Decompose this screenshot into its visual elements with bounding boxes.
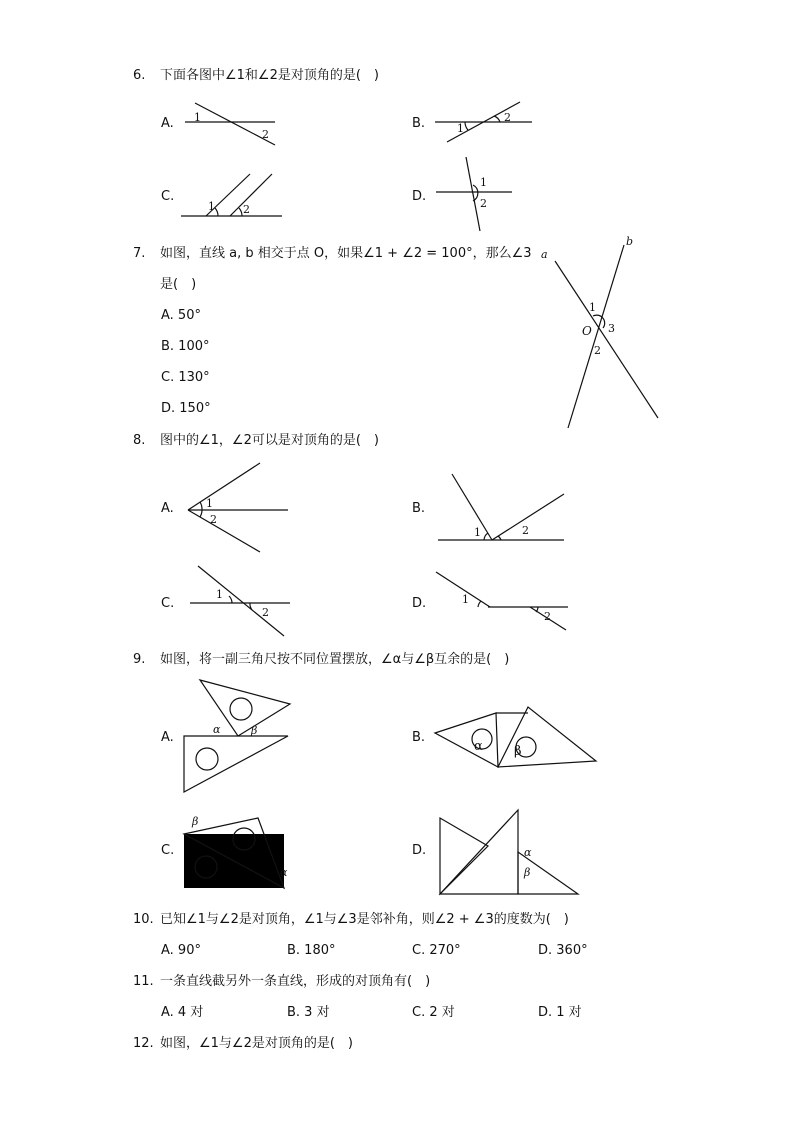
q6c-angle-1-label: 1 — [208, 200, 215, 213]
q10-choice-a: A. 90° — [161, 943, 201, 958]
q8c-angle-2-label: 2 — [262, 606, 269, 619]
q6-figure-b — [432, 100, 537, 148]
q7-line-b-label: b — [626, 235, 634, 248]
q9c-beta-label: β — [192, 815, 199, 828]
q8c-angle-1-label: 1 — [216, 588, 223, 601]
q11-choice-d: D. 1 对 — [538, 1005, 582, 1020]
q9-option-a-label: A. — [161, 730, 174, 745]
q7-point-o-label: O — [582, 324, 592, 338]
q7-stem-line1: 如图，直线 a, b 相交于点 O，如果∠1 + ∠2 = 100°，那么∠3 — [160, 246, 532, 261]
q6-option-a-label: A. — [161, 116, 174, 131]
q7-number: 7. — [133, 246, 146, 261]
q7-angle-2-label: 2 — [594, 344, 601, 357]
q6b-angle-2-label: 2 — [504, 111, 511, 124]
q10-stem: 已知∠1与∠2是对顶角，∠1与∠3是邻补角，则∠2 + ∠3的度数为( ) — [160, 912, 569, 927]
q9a-beta-label: β — [251, 724, 258, 737]
q6-figure-c — [178, 172, 288, 220]
q6-number: 6. — [133, 68, 146, 83]
q6-stem: 下面各图中∠1和∠2是对顶角的是( ) — [160, 68, 379, 83]
q7-choice-d: D. 150° — [161, 401, 211, 416]
q6a-angle-2-label: 2 — [262, 128, 269, 141]
q8-option-b-label: B. — [412, 501, 426, 516]
q8-figure-b — [436, 470, 568, 546]
q10-choice-d: D. 360° — [538, 943, 588, 958]
q8-figure-a — [182, 460, 292, 556]
q9-stem: 如图，将一副三角尺按不同位置摆放，∠α与∠β互余的是( ) — [160, 652, 510, 667]
q6d-angle-1-label: 1 — [480, 176, 487, 189]
q10-choice-c: C. 270° — [412, 943, 461, 958]
q8d-angle-2-label: 2 — [544, 610, 551, 623]
q8-figure-d — [432, 566, 572, 636]
q6a-angle-1-label: 1 — [194, 111, 201, 124]
q9-number: 9. — [133, 652, 146, 667]
q8a-angle-1-label: 1 — [206, 497, 213, 510]
q7-angle-1-label: 1 — [589, 301, 596, 314]
q11-stem: 一条直线截另外一条直线，形成的对顶角有( ) — [160, 974, 431, 989]
q7-stem-line2: 是( ) — [160, 277, 197, 292]
q6d-angle-2-label: 2 — [480, 197, 487, 210]
q7-choice-a: A. 50° — [161, 308, 201, 323]
q11-choice-c: C. 2 对 — [412, 1005, 455, 1020]
q6-figure-d — [432, 155, 522, 235]
q11-choice-b: B. 3 对 — [287, 1005, 330, 1020]
q8-option-d-label: D. — [412, 596, 427, 611]
q9b-beta-label: β — [514, 744, 522, 759]
q7-angle-3-label: 3 — [608, 322, 615, 335]
q9-figure-d — [436, 806, 584, 898]
q9-option-d-label: D. — [412, 843, 427, 858]
q8-number: 8. — [133, 433, 146, 448]
q7-choice-b: B. 100° — [161, 339, 210, 354]
q8d-angle-1-label: 1 — [462, 593, 469, 606]
q9-option-b-label: B. — [412, 730, 426, 745]
q8-stem: 图中的∠1，∠2可以是对顶角的是( ) — [160, 433, 379, 448]
q6-option-c-label: C. — [161, 189, 175, 204]
q11-choice-a: A. 4 对 — [161, 1005, 204, 1020]
q11-number: 11. — [133, 974, 154, 989]
q8-option-a-label: A. — [161, 501, 174, 516]
q9a-alpha-label: α — [213, 723, 221, 736]
q6-option-b-label: B. — [412, 116, 426, 131]
q6-figure-a — [180, 100, 280, 148]
q9-figure-a — [180, 676, 292, 798]
q8b-angle-1-label: 1 — [474, 526, 481, 539]
q10-number: 10. — [133, 912, 154, 927]
q7-choice-c: C. 130° — [161, 370, 210, 385]
q9c-alpha-label: α — [280, 866, 288, 879]
q8a-angle-2-label: 2 — [210, 513, 217, 526]
q10-choice-b: B. 180° — [287, 943, 336, 958]
q7-line-a-label: a — [541, 248, 548, 261]
q8b-angle-2-label: 2 — [522, 524, 529, 537]
q9d-alpha-label: α — [524, 846, 532, 859]
q6b-angle-1-label: 1 — [457, 122, 464, 135]
q6-option-d-label: D. — [412, 189, 427, 204]
q9-figure-b — [432, 703, 602, 771]
q8-option-c-label: C. — [161, 596, 175, 611]
q8-figure-c — [186, 562, 294, 640]
q9-figure-c — [180, 810, 292, 892]
q6c-angle-2-label: 2 — [243, 203, 250, 216]
q9b-alpha-label: α — [474, 739, 483, 754]
q12-stem: 如图，∠1与∠2是对顶角的是( ) — [160, 1036, 353, 1051]
q9-option-c-label: C. — [161, 843, 175, 858]
q7-figure — [535, 233, 665, 433]
q12-number: 12. — [133, 1036, 154, 1051]
q9d-beta-label: β — [524, 866, 531, 879]
